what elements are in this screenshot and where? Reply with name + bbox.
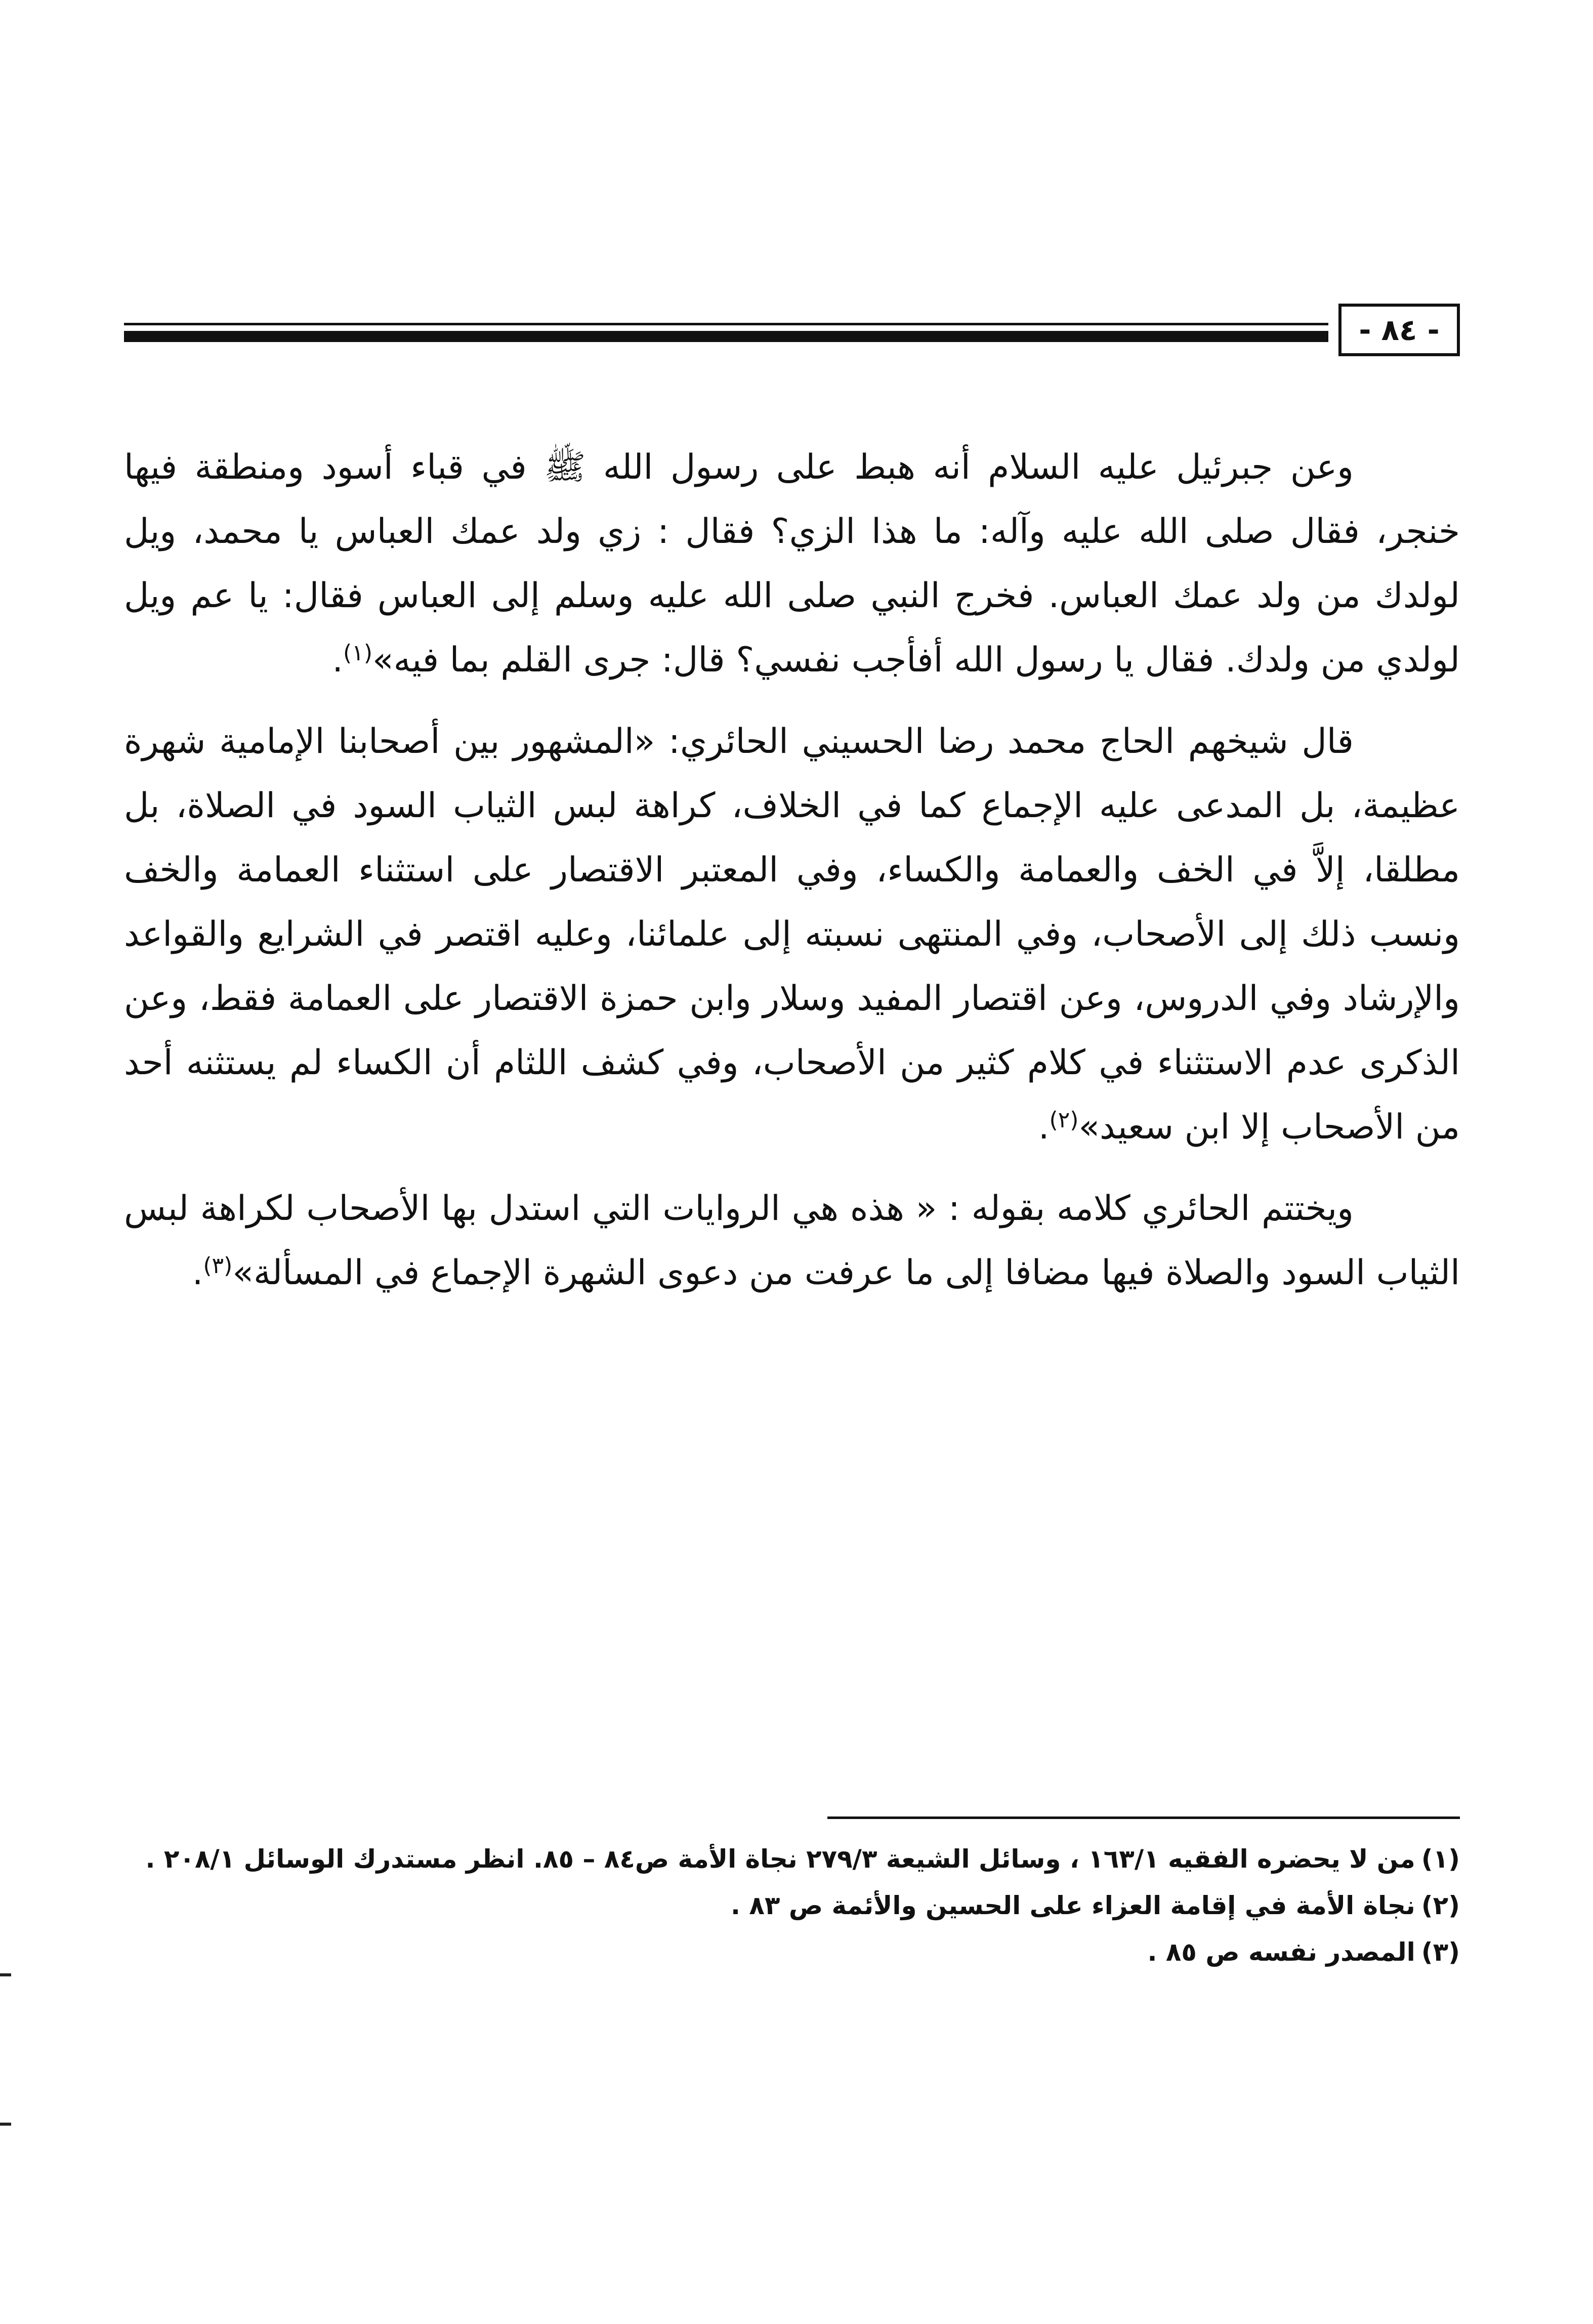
header-rule-thick (124, 331, 1328, 342)
paragraph (124, 1176, 1460, 1305)
footnote-text: نجاة الأمة في إقامة العزاء على الحسين والأئمة ص ٨٣ . (730, 1891, 1415, 1920)
footnote (124, 1884, 1460, 1927)
footnote-number: (٢) (1421, 1891, 1460, 1920)
body-text (124, 435, 1460, 1322)
footnote-reference: (٢) (1049, 1107, 1079, 1133)
scan-edge-mark (0, 1973, 11, 1976)
footnote-reference: (١) (343, 640, 372, 666)
footnote-text: المصدر نفسه ص ٨٥ . (1147, 1937, 1415, 1967)
footnote-separator (827, 1816, 1460, 1819)
footnote-number: (١) (1421, 1844, 1460, 1874)
paragraph-text: وعن جبرئيل عليه السلام أنه هبط على رسول الله ﷺ في قباء أسود ومنطقة فيها خنجر، فقال صلى الله عليه وآله: ما هذا الزي؟ فقال : زي ولد عمك العباس يا محمد، ويل لولدك من ولد عمك العباس. فخرج النبي صلى الله عليه وسلم إلى العباس فقال: يا عم ويل لولدي من ولدك. فقال يا رسول الله أفأجب نفسي؟ قال: جرى القلم بما فيه» (124, 447, 1460, 680)
footnote (124, 1931, 1460, 1973)
footnotes (124, 1838, 1460, 1977)
scan-edge-mark (0, 2123, 11, 2126)
header-rule-thin (124, 323, 1328, 325)
paragraph (124, 709, 1460, 1159)
paragraph (124, 435, 1460, 692)
paragraph-end: . (1038, 1107, 1050, 1147)
paragraph-end: . (192, 1253, 203, 1293)
footnote-reference: (٣) (203, 1253, 233, 1279)
footnote-number: (٣) (1421, 1937, 1460, 1967)
paragraph-end: . (332, 640, 343, 680)
page-number: - ٨٤ - (1338, 304, 1460, 356)
paragraph-text: قال شيخهم الحاج محمد رضا الحسيني الحائري: «المشهور بين أصحابنا الإمامية شهرة عظيمة، بل المدعى عليه الإجماع كما في الخلاف، كراهة لبس الثياب السود في الصلاة، بل مطلقا، إلاَّ في الخف والعمامة والكساء، وفي المعتبر الاقتصار على استثناء العمامة والخف ونسب ذلك إلى الأصحاب، وفي المنتهى نسبته إلى علمائنا، وعليه اقتصر في الشرايع والقواعد والإرشاد وفي الدروس، وعن اقتصار المفيد وسلار وابن حمزة الاقتصار على العمامة فقط، وعن الذكرى عدم الاستثناء في كلام كثير من الأصحاب، وفي كشف اللثام أن الكساء لم يستثنه أحد من الأصحاب إلا ابن سعيد» (124, 722, 1460, 1147)
page-header (124, 304, 1460, 359)
paragraph-text: ويختتم الحائري كلامه بقوله : « هذه هي الروايات التي استدل بها الأصحاب لكراهة لبس الثياب السود والصلاة فيها مضافا إلى ما عرفت من دعوى الشهرة الإجماع في المسألة» (124, 1189, 1460, 1293)
footnote-text: من لا يحضره الفقيه ١٦٣/١ ، وسائل الشيعة ٢٧٩/٣ نجاة الأمة ص٨٤ – ٨٥. انظر مستدرك الوسائل ٢٠٨/١ . (145, 1844, 1415, 1874)
footnote (124, 1838, 1460, 1880)
